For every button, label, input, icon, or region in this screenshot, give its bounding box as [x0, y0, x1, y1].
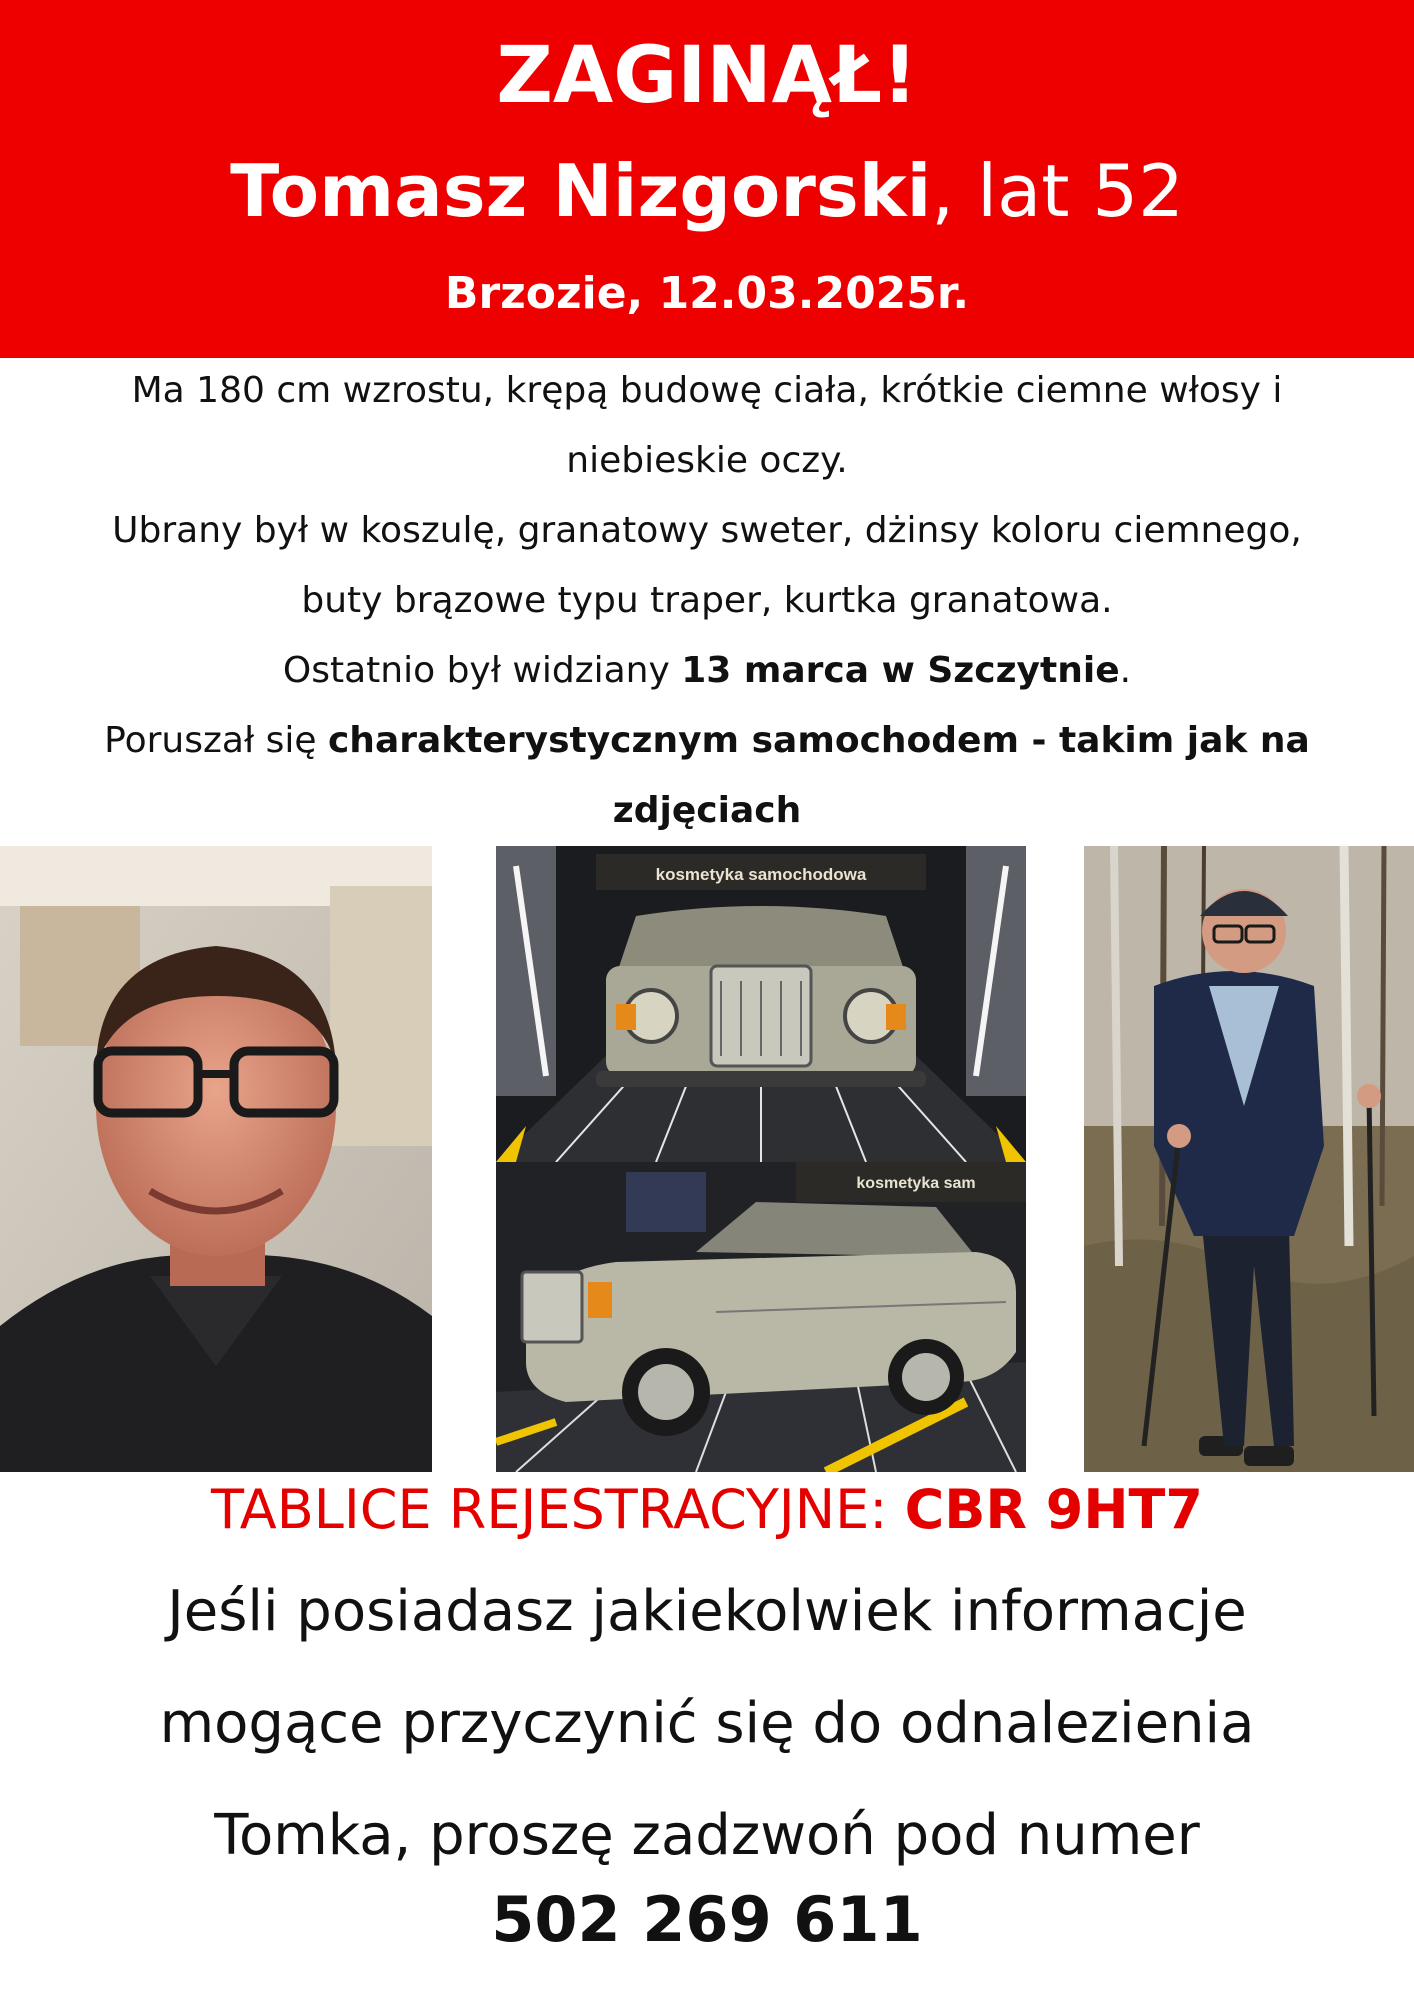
description-line: buty brązowe typu traper, kurtka granatowa.	[301, 580, 1113, 621]
description	[0, 356, 1414, 846]
plate-number: CBR 9HT7	[904, 1478, 1203, 1541]
contact-line: Jeśli posiadasz jakiekolwiek informacje	[167, 1579, 1247, 1644]
person-forest-photo	[1084, 846, 1414, 1472]
vehicle-text: charakterystycznym samochodem - takim jak na	[327, 720, 1310, 761]
contact-line: Tomka, proszę zadzwoń pod numer	[214, 1803, 1200, 1868]
last-seen-line	[0, 636, 1414, 706]
person-name-age	[0, 143, 1414, 239]
vehicle-text-end: zdjęciach	[612, 790, 802, 831]
phone-number[interactable]: 502 269 611	[491, 1883, 923, 1956]
description-line: Ma 180 cm wzrostu, krępą budowę ciała, krótkie ciemne włosy i	[131, 370, 1283, 411]
vehicle-prefix: Poruszał się	[104, 720, 328, 761]
person-name: Tomasz Nizgorski	[230, 149, 932, 233]
last-seen-suffix: .	[1119, 650, 1132, 691]
car-front-photo	[496, 846, 1026, 1162]
person-age: , lat 52	[931, 149, 1184, 233]
description-line: niebieskie oczy.	[566, 440, 848, 481]
vehicle-line	[0, 706, 1414, 776]
place-date: Brzozie, 12.03.2025r.	[444, 268, 970, 319]
plate-label: TABLICE REJESTRACYJNE:	[211, 1478, 905, 1541]
missing-title: ZAGINĄŁ!	[496, 31, 918, 121]
last-seen-prefix: Ostatnio był widziany	[282, 650, 682, 691]
contact-line: mogące przyczynić się do odnalezienia	[159, 1691, 1255, 1756]
header-banner	[0, 0, 1414, 358]
car-front-sign: kosmetyka samochodowa	[655, 865, 867, 884]
vehicle-line-end	[0, 776, 1414, 846]
description-line: Ubrany był w koszulę, granatowy sweter, dżinsy koloru ciemnego,	[112, 510, 1302, 551]
portrait-photo	[0, 846, 432, 1472]
car-side-sign: kosmetyka sam	[856, 1175, 976, 1192]
contact-info	[0, 1556, 1414, 1892]
last-seen-place: 13 marca w Szczytnie	[681, 650, 1120, 691]
car-side-photo	[496, 1162, 1026, 1472]
license-plate-line	[0, 1470, 1414, 1550]
